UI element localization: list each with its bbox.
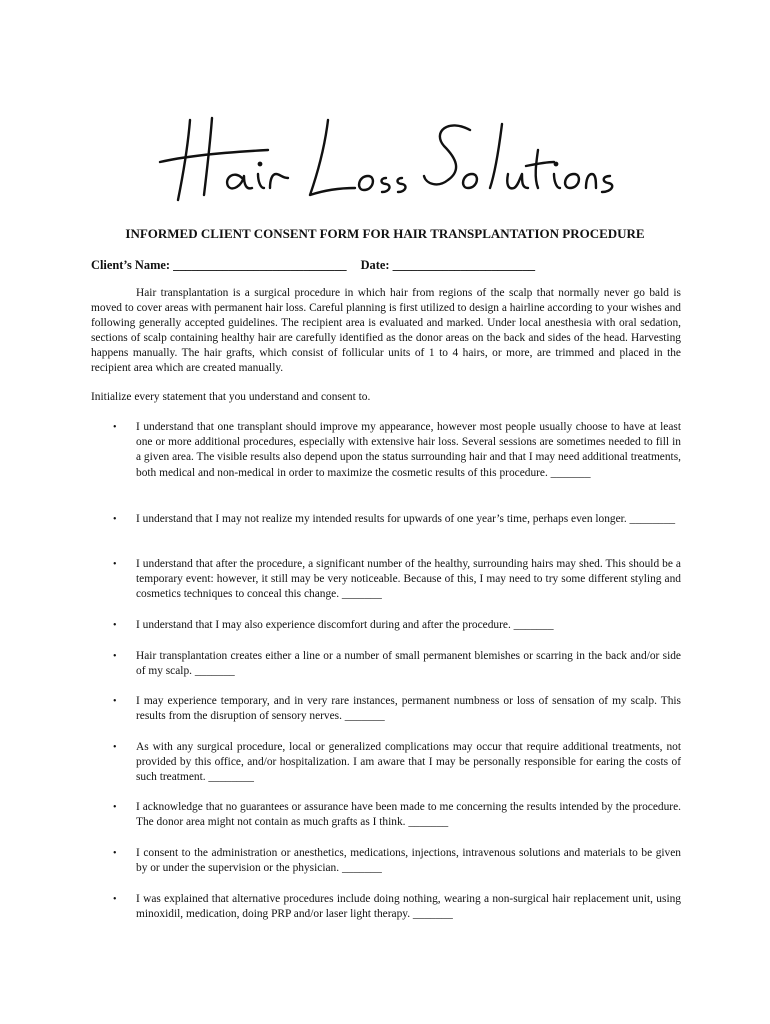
intro-paragraph: Hair transplantation is a surgical procedure in which hair from regions of the scalp that normally never go bald is moved to cover areas with permanent hair loss. Careful planning is first utilized to design a hairline according to your wishes and following generally accepted guidelines. The recipient area is evaluated and marked. Under local anesthesia with oral sedation, sections of scalp containing healthy hair are carefully identified as the donor areas on the back and sides of the head. Harvesting happens manually. The hair grafts, which consist of follicular units of 1 to 4 hairs, or more, are trimmed and placed in the recipient area which are created manually. (91, 287, 681, 374)
bullet-icon: • (113, 514, 117, 525)
statement-text: I understand that I may also experience discomfort during and after the procedure. _______ (136, 619, 554, 631)
bullet-icon: • (113, 848, 117, 859)
statement-text: Hair transplantation creates either a line or a number of small permanent blemishes or scarring in the back and/or side of my scalp. _______ (136, 650, 681, 678)
client-info-line (91, 258, 535, 273)
bullet-icon: • (113, 651, 117, 662)
bullet-icon: • (113, 620, 117, 631)
statement-text: I was explained that alternative procedures include doing nothing, wearing a non-surgical hair replacement unit, using minoxidil, medication, doing PRP and/or laser light therapy. _______ (136, 893, 681, 921)
statement-item (91, 800, 681, 830)
hair-loss-solutions-logo (150, 100, 620, 210)
statement-text: I understand that one transplant should improve my appearance, however most people usually choose to have at least one or more additional procedures, especially with extensive hair loss. Several sessions are sometimes needed to fill in a given area. The visible results also depend upon the status surrounding hair and that I may need additional treatments, both medical and non-medical in order to maximize the cosmetic results of this procedure. _______ (136, 421, 681, 479)
statement-text: I acknowledge that no guarantees or assurance have been made to me concerning the results intended by the procedure. The donor area might not contain as much grafts as I think. _______ (136, 801, 681, 829)
client-name-field[interactable]: Client’s Name: ____________________________ (91, 258, 347, 272)
instruction-text: Initialize every statement that you understand and consent to. (91, 391, 371, 403)
statement-item (91, 892, 681, 922)
bullet-icon: • (113, 696, 117, 707)
statement-item (91, 557, 681, 603)
bullet-icon: • (113, 742, 117, 753)
statement-item (91, 846, 681, 876)
statement-item (91, 740, 681, 786)
statement-text: I may experience temporary, and in very rare instances, permanent numbness or loss of sensation of my scalp. This results from the disruption of sensory nerves. _______ (136, 695, 681, 723)
statement-text: I understand that I may not realize my intended results for upwards of one year’s time, perhaps even longer. ________ (136, 513, 676, 525)
bullet-icon: • (113, 559, 117, 570)
statement-item (91, 618, 681, 633)
statement-item (91, 512, 681, 527)
statement-text: As with any surgical procedure, local or generalized complications may occur that require additional treatments, not provided by this office, and/or hospitalization. I am aware that I may be personally responsible for earing the costs of such treatment. ________ (136, 741, 681, 784)
statement-item (91, 420, 681, 481)
statement-text: I consent to the administration or anesthetics, medications, injections, intravenous solutions and materials to be given by or under the supervision or the physician. _______ (136, 847, 681, 875)
statement-item (91, 649, 681, 679)
form-title: INFORMED CLIENT CONSENT FORM FOR HAIR TRANSPLANTATION PROCEDURE (125, 226, 645, 241)
bullet-icon: • (113, 894, 117, 905)
statement-text: I understand that after the procedure, a significant number of the healthy, surrounding hairs may shed. This should be a temporary event: however, it still may be very noticeable. Because of this, I may need to try some different styling and cosmetics techniques to conceal this change. _______ (136, 558, 681, 601)
date-field[interactable]: Date: _______________________ (360, 258, 536, 272)
bullet-icon: • (113, 802, 117, 813)
statement-item (91, 694, 681, 724)
bullet-icon: • (113, 422, 117, 433)
